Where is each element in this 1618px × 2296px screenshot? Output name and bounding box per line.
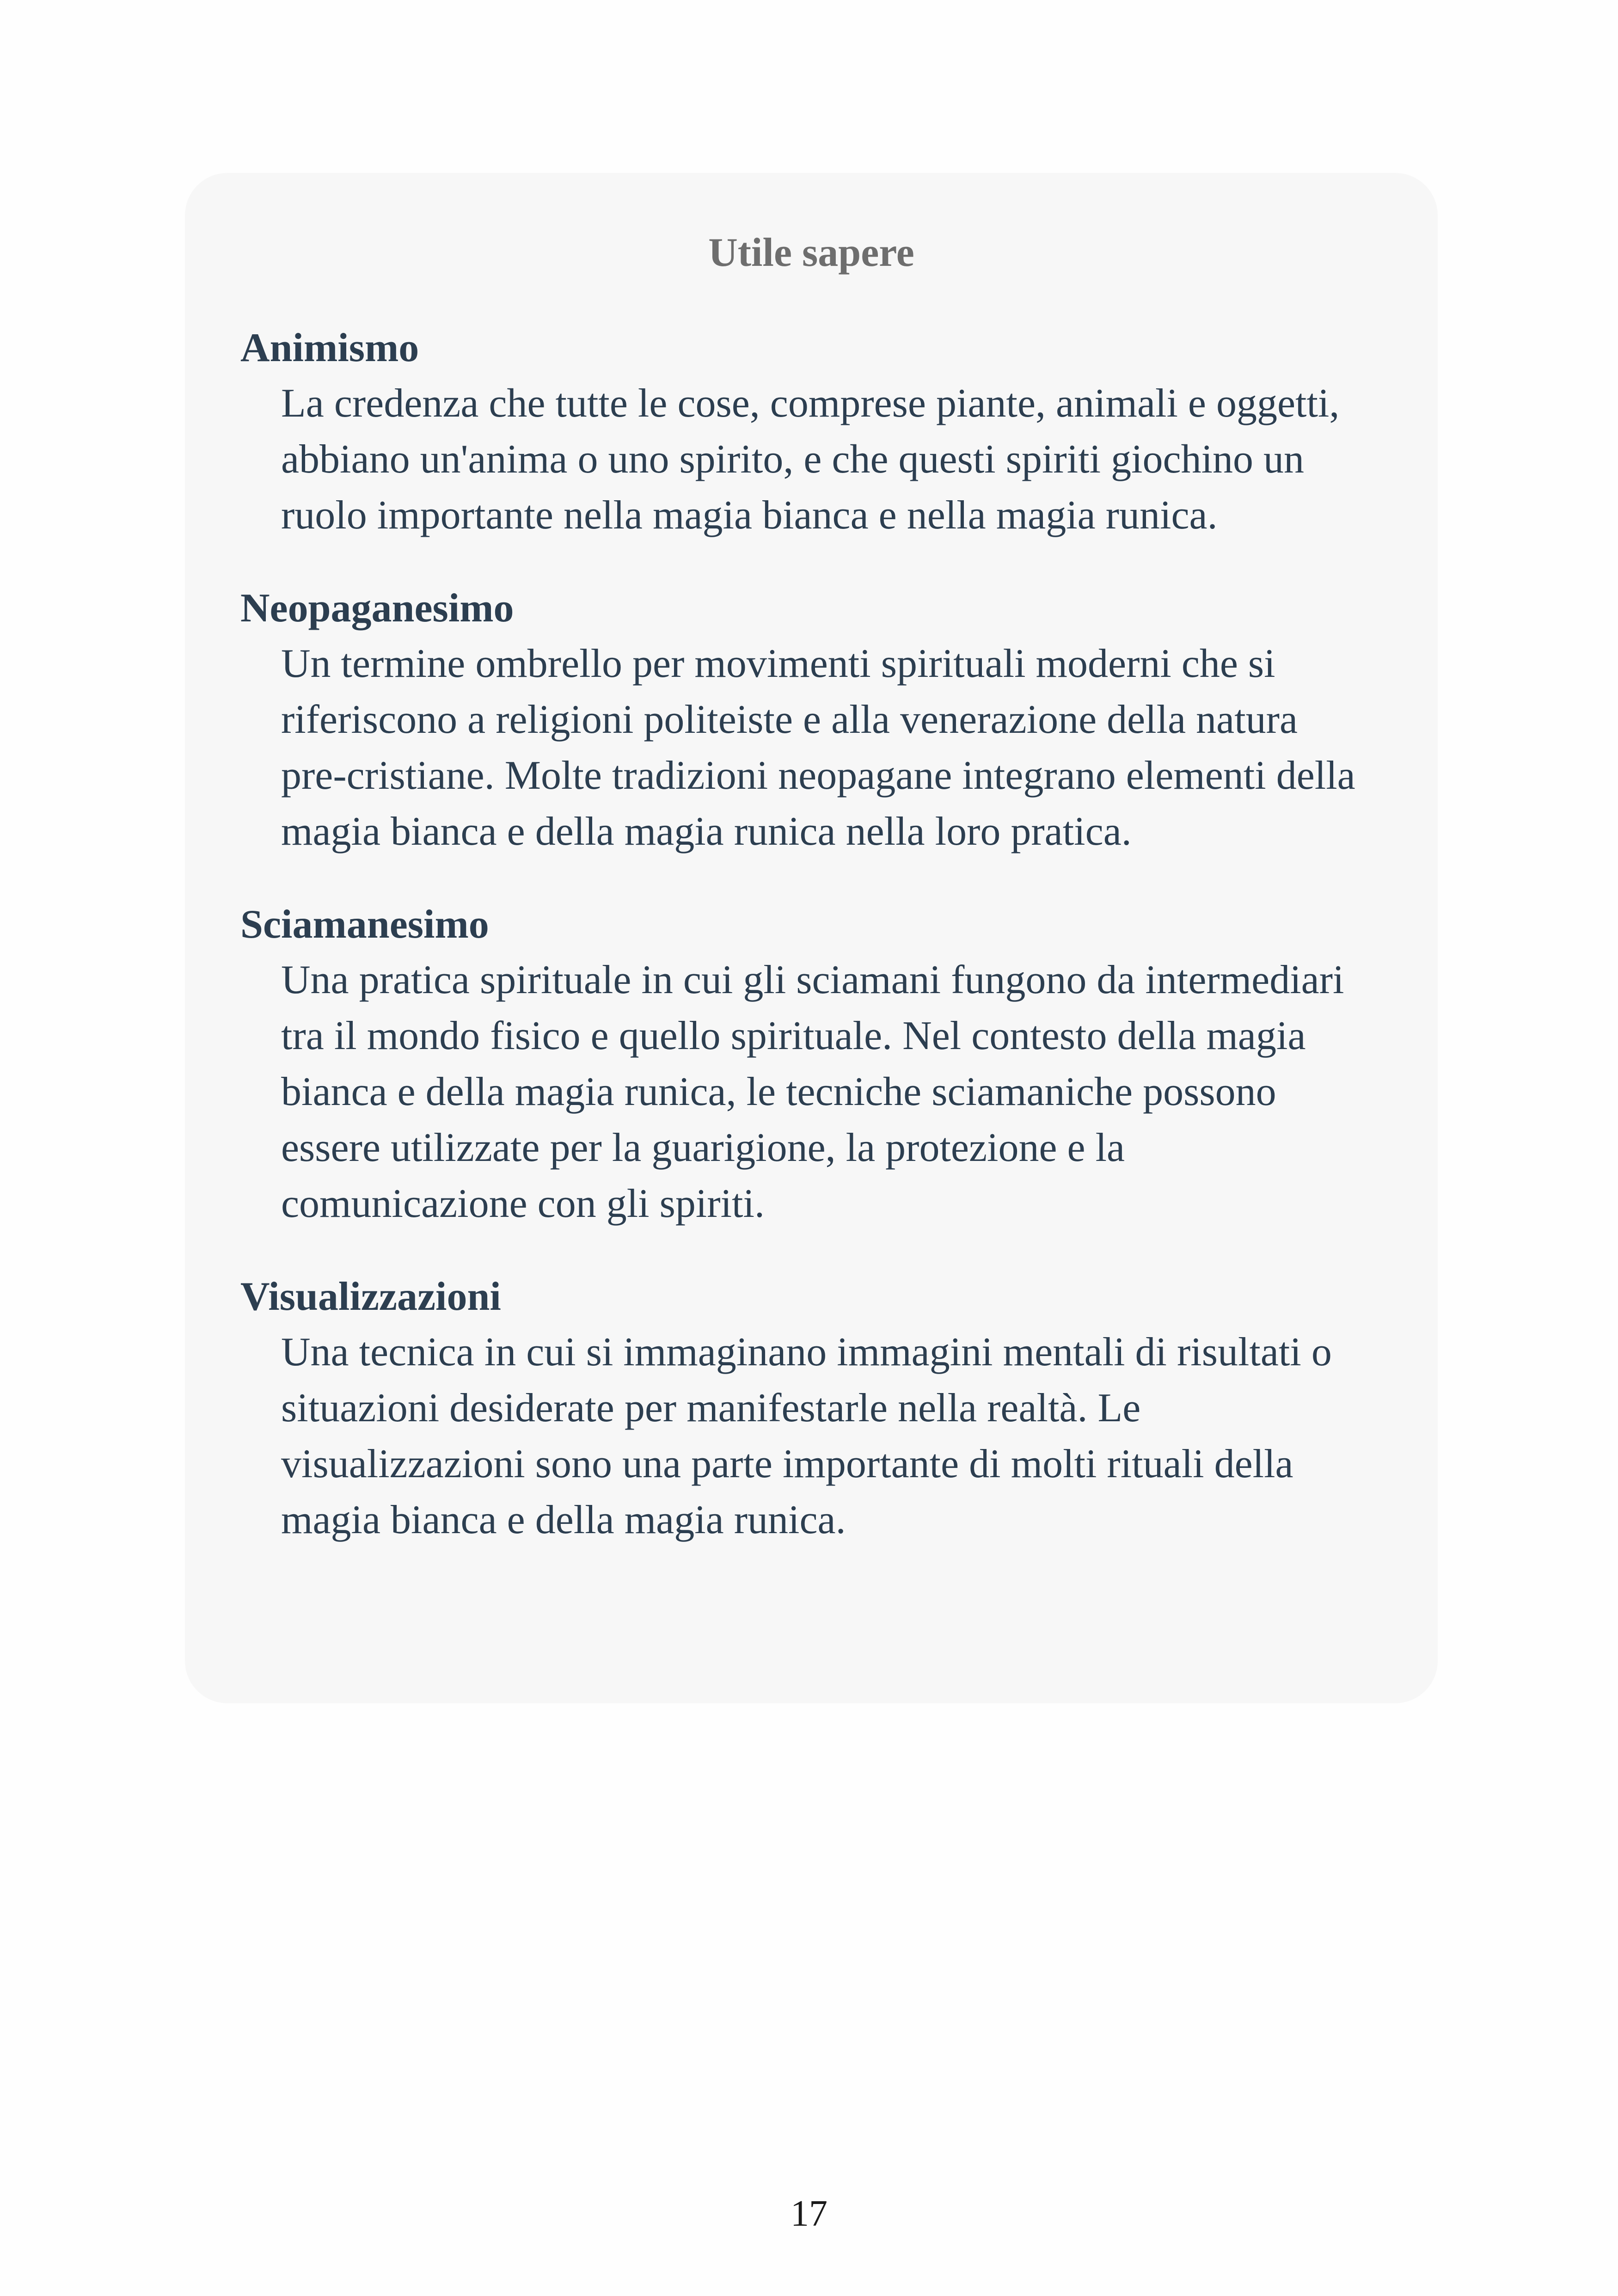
glossary-term: Visualizzazioni <box>240 1274 501 1319</box>
glossary-definition: Una tecnica in cui si immaginano immagini mentali di risultati o situazioni desiderate per manifestarle nella realtà. Le visualizzazioni sono una parte importante di molti rituali della magia bianca e della magia runica. <box>281 1330 1332 1542</box>
page-number: 17 <box>791 2193 827 2234</box>
glossary-definition: La credenza che tutte le cose, comprese piante, animali e oggetti, abbiano un'anima o uno spirito, e che questi spiriti giochino un ruolo importante nella magia bianca e nella magia runica. <box>281 381 1340 538</box>
glossary-entry-neopaganesimo <box>240 584 1382 859</box>
glossary-term: Sciamanesimo <box>240 902 489 947</box>
glossary-definition: Un termine ombrello per movimenti spirituali moderni che si riferiscono a religioni politeiste e alla venerazione della natura pre-cristiane. Molte tradizioni neopagane integrano elementi della magia bianca e della magia runica nella loro pratica. <box>281 641 1355 854</box>
glossary-term: Animismo <box>240 325 419 370</box>
glossary-entry-visualizzazioni <box>240 1272 1382 1548</box>
glossary-definition: Una pratica spirituale in cui gli sciamani fungono da intermediari tra il mondo fisico e quello spirituale. Nel contesto della magia bianca e della magia runica, le tecniche sciamaniche possono essere utilizzate per la guarigione, la protezione e la comunicazione con gli spiriti. <box>281 958 1344 1226</box>
info-box <box>185 173 1438 1703</box>
glossary-entry-sciamanesimo <box>240 900 1382 1232</box>
glossary-entry-animismo <box>240 324 1382 543</box>
box-title: Utile sapere <box>708 230 914 275</box>
glossary-term: Neopaganesimo <box>240 586 514 631</box>
